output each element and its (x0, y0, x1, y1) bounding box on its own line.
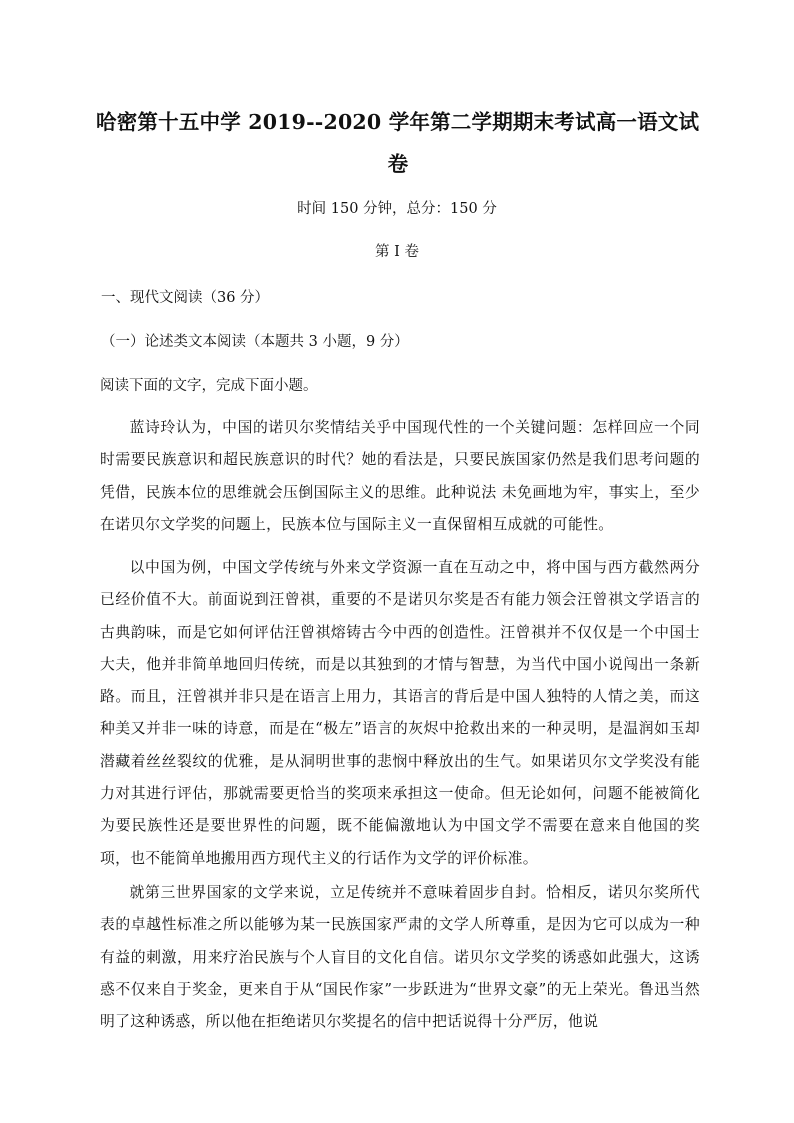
exam-title (96, 101, 700, 185)
volume-heading: 第 I 卷 (375, 244, 419, 260)
body-paragraph: 就第三世界国家的文学来说，立足传统并不意味着固步自封。恰相反，诺贝尔奖所代表的卓越性标准之所以能够为某一民族国家严肃的文学人所尊重，是因为它可以成为一种有益的刺激，用来疗治民族与个人盲目的文化自信。诺贝尔文学奖的诱惑如此强大，这诱惑不仅来自于奖金，更来自于从“国民作家”一步跃进为“世界文豪”的无上荣光。鲁迅当然明了这种诱惑，所以他在拒绝诺贝尔奖提名的信中把话说得十分严厉，他说 (100, 884, 700, 1031)
subsection-heading: （一）论述类文本阅读（本题共 3 小题，9 分） (101, 334, 409, 350)
body-paragraph: 以中国为例，中国文学传统与外来文学资源一直在互动之中，将中国与西方截然两分已经价值不大。前面说到汪曾祺，重要的不是诺贝尔奖是否有能力领会汪曾祺文学语言的古典韵味，而是它如何评估汪曾祺熔铸古今中西的创造性。汪曾祺并不仅仅是一个中国士大夫，他并非简单地回归传统，而是以其独到的才情与智慧，为当代中国小说闯出一条新路。而且，汪曾祺并非只是在语言上用力，其语言的背后是中国人独特的人情之美，而这种美又并非一味的诗意，而是在“极左”语言的灰烬中抢救出来的一种灵明，是温润如玉却潜藏着丝丝裂纹的优雅，是从洞明世事的悲悯中释放出的生气。如果诺贝尔文学奖没有能力对其进行评估，那就需要更恰当的奖项来承担这一使命。但无论如何，问题不能被简化为要民族性还是要世界性的问题，既不能偏激地认为中国文学不需要在意来自他国的奖项，也不能简单地搬用西方现代主义的行话作为文学的评价标准。 (100, 559, 700, 867)
reading-instruction: 阅读下面的文字，完成下面小题。 (100, 378, 318, 394)
exam-title-line1: 哈密第十五中学 2019--2020 学年第二学期期末考试高一语文试 (96, 110, 700, 134)
body-paragraph: 蓝诗玲认为，中国的诺贝尔奖情结关乎中国现代性的一个关键问题：怎样回应一个同时需要民族意识和超民族意识的时代？她的看法是，只要民族国家仍然是我们思考问题的凭借，民族本位的思维就会压倒国际主义的思维。此种说法 未免画地为牢，事实上，至少在诺贝尔文学奖的问题上，民族本位与国际主义一直保留相互成就的可能性。 (100, 419, 700, 533)
exam-meta: 时间 150 分钟，总分：150 分 (297, 201, 497, 217)
exam-title-line2: 卷 (387, 152, 409, 176)
section-heading: 一、现代文阅读（36 分） (101, 290, 270, 306)
